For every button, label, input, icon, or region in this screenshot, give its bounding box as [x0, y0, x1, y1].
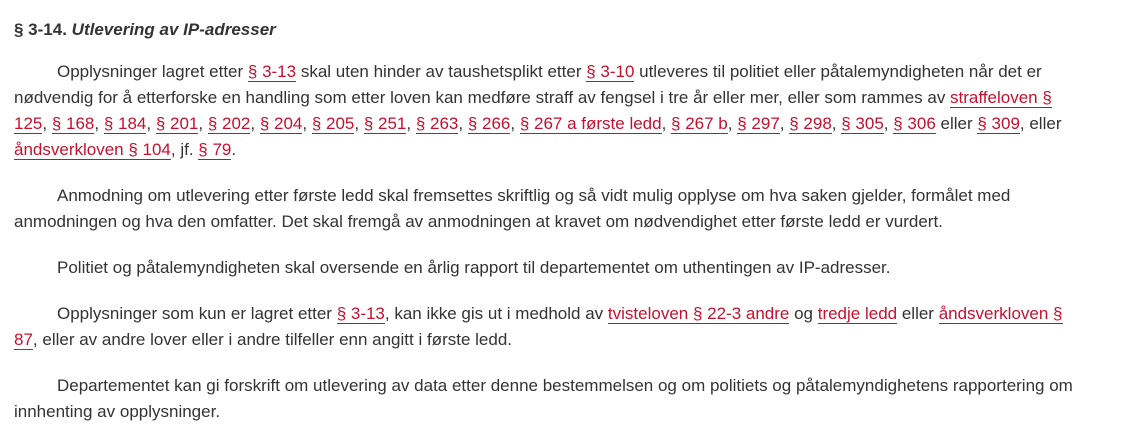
paragraph-text: ,	[302, 114, 312, 133]
paragraph-text: ,	[727, 114, 738, 133]
paragraph-text: ,	[94, 114, 104, 133]
law-reference-link[interactable]: straffeloven § 125	[14, 88, 1052, 133]
section-number: § 3-14.	[14, 20, 67, 39]
paragraph-text: eller	[935, 114, 978, 133]
law-reference-link[interactable]: tredje ledd	[817, 304, 898, 323]
law-reference-link[interactable]: § 267 b	[671, 114, 728, 133]
paragraph-text: ,	[831, 114, 842, 133]
paragraph-text: , eller	[1019, 114, 1062, 133]
law-reference-link[interactable]: § 305	[841, 114, 884, 133]
paragraph-text: ,	[406, 114, 416, 133]
paragraph-3	[14, 255, 1082, 281]
law-reference-link[interactable]: § 204	[259, 114, 303, 133]
paragraph-text: , eller av andre lover eller i andre tilfeller enn angitt i første ledd.	[32, 330, 512, 349]
law-reference-link[interactable]: § 168	[51, 114, 95, 133]
paragraph-text: ,	[779, 114, 790, 133]
paragraph-text: , jf.	[170, 140, 199, 159]
law-reference-link[interactable]: § 298	[789, 114, 832, 133]
paragraph-text: Departementet kan gi forskrift om utlevering av data etter denne bestemmelsen og om politiets og påtalemyndighetens rapportering om innhenting av opplysninger.	[14, 376, 1073, 421]
law-reference-link[interactable]: § 263	[415, 114, 459, 133]
paragraph-text: ,	[198, 114, 208, 133]
law-reference-link[interactable]: åndsverkloven § 87	[14, 304, 1063, 349]
paragraph-text: ,	[883, 114, 894, 133]
paragraph-text: skal uten hinder av taushetsplikt etter	[296, 62, 587, 81]
paragraph-4	[14, 301, 1082, 353]
law-reference-link[interactable]: § 251	[363, 114, 407, 133]
section-heading	[14, 18, 1082, 42]
paragraph-text: , kan ikke gis ut i medhold av	[384, 304, 608, 323]
law-reference-link[interactable]: § 3-10	[586, 62, 635, 81]
paragraph-5	[14, 373, 1082, 425]
paragraph-text: Anmodning om utlevering etter første ledd skal fremsettes skriftlig og så vidt mulig opplyse om hva saken gjelder, formålet med anmodningen og hva den omfatter. Det skal fremgå av anmodningen at kravet om nødvendighet etter første ledd er vurdert.	[14, 186, 1011, 231]
law-reference-link[interactable]: § 297	[737, 114, 780, 133]
law-reference-link[interactable]: § 201	[155, 114, 199, 133]
paragraph-text: ,	[458, 114, 468, 133]
section-title: Utlevering av IP-adresser	[71, 20, 276, 39]
paragraph-text: Opplysninger lagret etter	[57, 62, 248, 81]
paragraph-text: ,	[42, 114, 52, 133]
paragraph-text: og	[789, 304, 818, 323]
paragraph-text: ,	[510, 114, 520, 133]
law-reference-link[interactable]: § 306	[893, 114, 936, 133]
paragraph-text: .	[231, 140, 237, 159]
paragraph-text: Opplysninger som kun er lagret etter	[57, 304, 337, 323]
paragraph-text: Politiet og påtalemyndigheten skal oversende en årlig rapport til departementet om uthentingen av IP-adresser.	[57, 258, 891, 277]
paragraph-2	[14, 183, 1082, 235]
paragraph-text: eller	[897, 304, 939, 323]
paragraph-text: ,	[146, 114, 156, 133]
law-reference-link[interactable]: § 205	[311, 114, 355, 133]
law-reference-link[interactable]: § 267 a første ledd	[519, 114, 662, 133]
law-reference-link[interactable]: § 266	[467, 114, 511, 133]
law-reference-link[interactable]: åndsverkloven § 104	[14, 140, 171, 159]
paragraph-text: ,	[250, 114, 260, 133]
law-reference-link[interactable]: § 79	[198, 140, 232, 159]
paragraph-text: utleveres til politiet eller påtalemyndigheten når det er nødvendig for å etterforske en handling som etter loven kan medføre straff av fengsel i tre år eller mer, eller som rammes av	[14, 62, 1042, 107]
section-body	[14, 59, 1082, 425]
paragraph-text: ,	[354, 114, 364, 133]
law-reference-link[interactable]: § 309	[977, 114, 1020, 133]
law-reference-link[interactable]: § 202	[207, 114, 251, 133]
law-reference-link[interactable]: § 184	[103, 114, 147, 133]
law-reference-link[interactable]: § 3-13	[336, 304, 385, 323]
law-reference-link[interactable]: § 3-13	[247, 62, 297, 81]
law-reference-link[interactable]: tvisteloven § 22-3 andre	[607, 304, 790, 323]
paragraph-1	[14, 59, 1082, 163]
paragraph-text: ,	[661, 114, 672, 133]
